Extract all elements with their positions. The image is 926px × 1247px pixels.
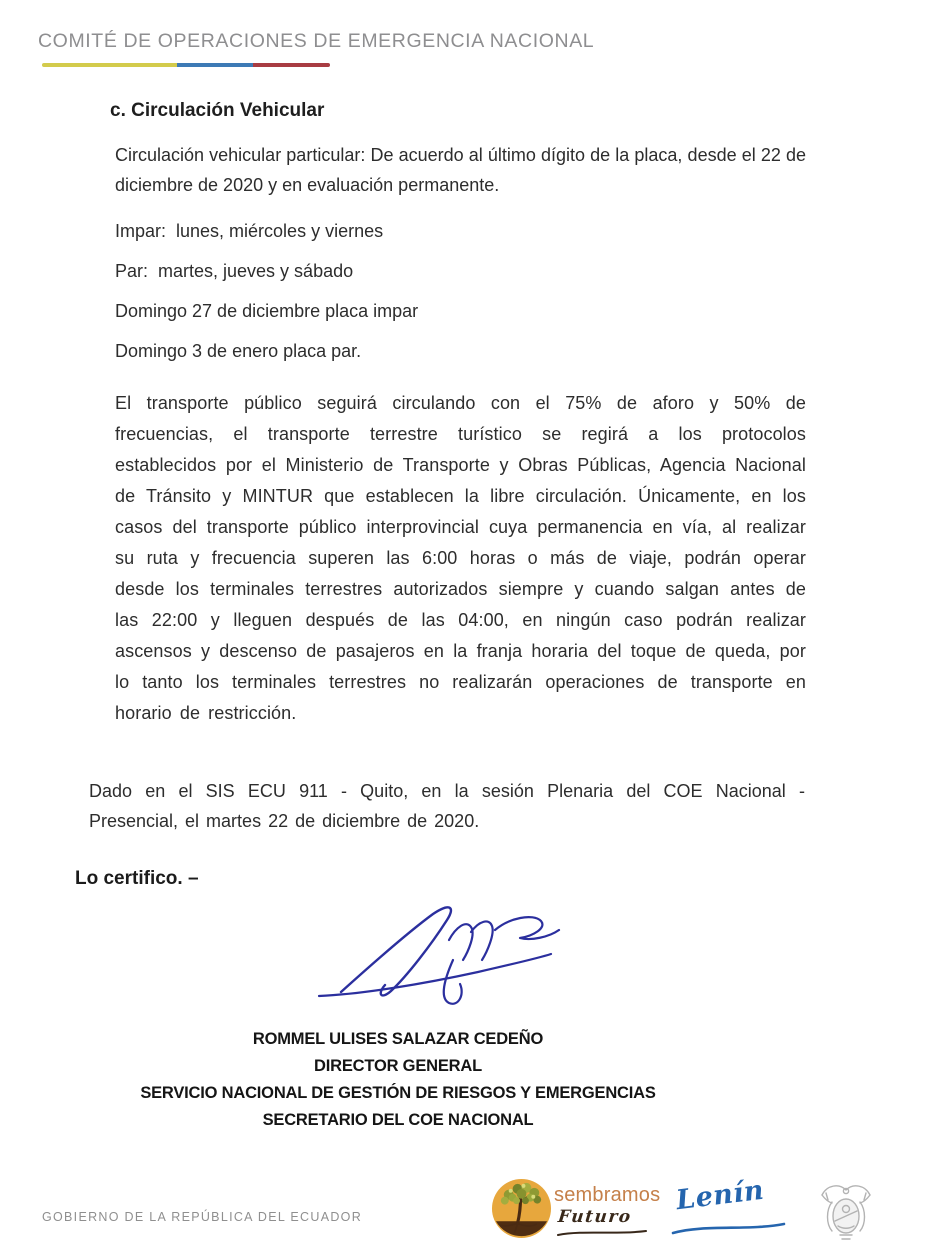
signature-ink-icon [303,898,569,1012]
section-heading: c. Circulación Vehicular [110,100,325,121]
sembramos-wordmark: sembramos [554,1184,661,1206]
lenin-underline-icon [670,1220,788,1236]
paragraph-issued: Dado en el SIS ECU 911 - Quito, en la sesión Plenaria del COE Nacional - Presencial, el martes 22 de diciembre de 2020. [89,781,805,831]
flag-stripe-yellow [42,63,177,67]
lenin-wordmark: Lenín [674,1174,766,1217]
sembramos-tree-icon [491,1178,552,1239]
paragraph-intro: Circulación vehicular particular: De acuerdo al último dígito de la placa, desde el 22 de diciembre de 2020 y en evaluación permanente. [115,145,806,195]
futuro-underline-icon [556,1229,648,1237]
lenin-signature-logo [670,1174,790,1238]
signatory-name: ROMMEL ULISES SALAZAR CEDEÑO [252,1030,544,1048]
flag-stripe-red [253,63,330,67]
paragraph-transport: El transporte público seguirá circulando con el 75% de aforo y 50% de frecuencias, el transporte terrestre turístico se regirá a los protocolos establecidos por el Ministerio de Transporte y Obras Públicas, Agencia Nacional de Tránsito y MINTUR que establecen la libre circulación. Únicamente, en los casos del transporte público interprovincial cuya permanencia en vía, al realizar su ruta y frecuencia superen las 6:00 horas o más de viaje, podrán operar desde los terminales terrestres autorizados siempre y cuando salgan antes de las 22:00 y lleguen después de las 04:00, en ningún caso podrán realizar ascensos y descenso de pasajeros en la franja horaria del toque de queda, por lo tanto los terminales terrestres no realizarán operaciones de transporte en horario de restricción. [115,393,806,723]
ecuador-coat-of-arms-icon [818,1180,874,1243]
signatory-block [73,1026,723,1134]
footer-government-label: GOBIERNO DE LA REPÚBLICA DEL ECUADOR [42,1210,363,1224]
schedule-item-domingo-27: Domingo 27 de diciembre placa impar [115,301,419,321]
signatory-title: DIRECTOR GENERAL [314,1057,482,1075]
schedule-item-par: Par: martes, jueves y sábado [115,261,354,281]
certify-label: Lo certifico. – [75,868,199,889]
handwritten-signature [303,898,569,1012]
signatory-role: SECRETARIO DEL COE NACIONAL [262,1111,534,1129]
flag-stripe-blue [177,63,253,67]
sembramos-futuro-logo [491,1177,661,1241]
futuro-wordmark: Futuro [556,1207,633,1227]
schedule-item-impar: Impar: lunes, miércoles y viernes [115,221,384,241]
signatory-organization: SERVICIO NACIONAL DE GESTIÓN DE RIESGOS Y EMERGENCIAS [140,1084,656,1102]
schedule-item-domingo-3: Domingo 3 de enero placa par. [115,341,362,361]
header-title: COMITÉ DE OPERACIONES DE EMERGENCIA NACIONAL [38,30,595,52]
ecuador-flag-divider [42,63,330,67]
